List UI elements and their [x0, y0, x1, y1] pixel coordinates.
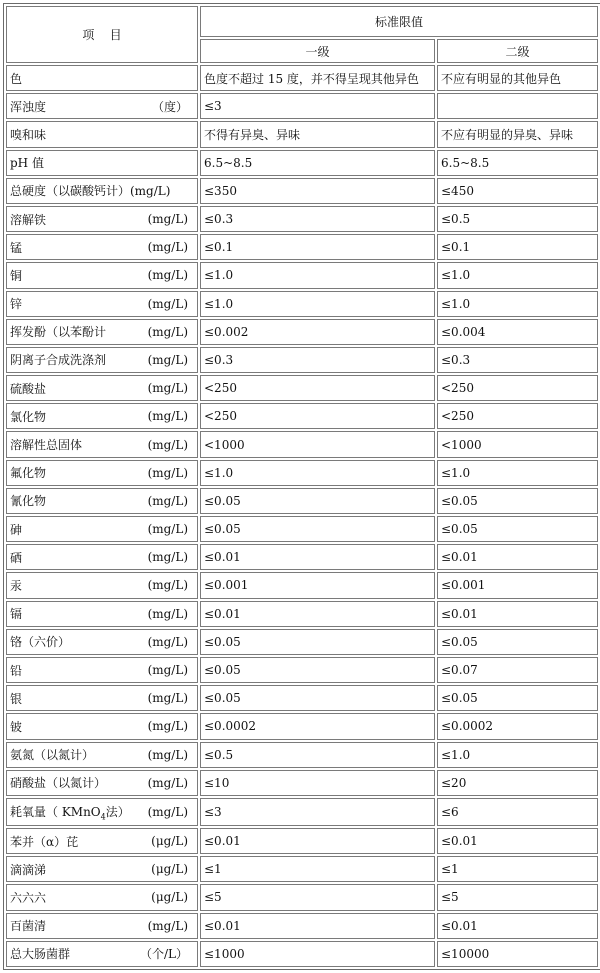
- item-label: [10, 577, 194, 594]
- item-label: [10, 774, 194, 791]
- item-cell: [6, 884, 198, 910]
- item-name: [10, 126, 46, 143]
- grade-2-value: <250: [437, 403, 598, 429]
- grade-2-value: ≤0.001: [437, 572, 598, 598]
- item-name-text: 铬（六价）: [10, 635, 71, 650]
- item-name-text: 铍: [10, 719, 23, 734]
- item-name-text: 镉: [10, 607, 23, 622]
- header-row-1: [6, 6, 598, 37]
- item-unit: (mg/L): [147, 268, 188, 283]
- item-label: [10, 380, 194, 397]
- grade-1-value: ≤0.3: [200, 206, 435, 232]
- item-unit: (mg/L): [147, 663, 188, 678]
- item-label: [10, 917, 194, 934]
- grade-1-value: ≤0.05: [200, 516, 435, 542]
- item-unit: (mg/L): [147, 578, 188, 593]
- item-unit: (mg/L): [147, 634, 188, 649]
- item-name: [10, 605, 22, 622]
- item-unit: (mg/L): [147, 747, 188, 762]
- item-unit: (μg/L): [151, 890, 188, 905]
- grade-2-value: <250: [437, 375, 598, 401]
- table-row: [6, 403, 598, 429]
- item-name: [10, 690, 22, 707]
- item-name: [10, 408, 46, 425]
- grade-2-value: ≤0.01: [437, 544, 598, 570]
- table-row: [6, 150, 598, 176]
- item-name: [10, 662, 22, 679]
- grade-1-value: 不得有异臭、异味: [200, 121, 435, 147]
- item-label: [10, 351, 194, 368]
- item-name: [10, 521, 22, 538]
- item-unit: （个/L）: [139, 947, 188, 962]
- item-label: [10, 889, 194, 906]
- item-name-text: 汞: [10, 578, 23, 593]
- item-name-text: 色: [10, 71, 23, 86]
- grade-1-value: ≤0.001: [200, 572, 435, 598]
- grade-2-value: ≤0.05: [437, 516, 598, 542]
- table-row: [6, 798, 598, 826]
- table-row: [6, 93, 598, 119]
- grade-2-value: ≤5: [437, 884, 598, 910]
- item-name: [10, 861, 46, 878]
- item-name-text: 银: [10, 691, 23, 706]
- grade-1-value: <250: [200, 375, 435, 401]
- item-label: [10, 633, 194, 650]
- item-cell: [6, 516, 198, 542]
- item-cell: [6, 913, 198, 939]
- grade-1-value: ≤0.01: [200, 913, 435, 939]
- grade-1-value: ≤10: [200, 770, 435, 796]
- item-name: [10, 833, 78, 850]
- grade-1-value: ≤0.05: [200, 685, 435, 711]
- grade-2-value: ≤0.07: [437, 657, 598, 683]
- grade-1-value: ≤5: [200, 884, 435, 910]
- table-row: [6, 657, 598, 683]
- item-name-text: 挥发酚（以苯酚计: [10, 325, 107, 340]
- item-name-text: 锰: [10, 240, 23, 255]
- item-cell: [6, 657, 198, 683]
- grade-2-value: <1000: [437, 431, 598, 457]
- grade-1-value: ≤3: [200, 798, 435, 826]
- grade-1-value: ≤0.5: [200, 742, 435, 768]
- table-row: [6, 319, 598, 345]
- item-unit: (mg/L): [147, 804, 188, 819]
- table-row: [6, 685, 598, 711]
- table-row: [6, 629, 598, 655]
- item-cell: [6, 798, 198, 826]
- item-name-text: 溶解铁: [10, 212, 47, 227]
- table-row: [6, 601, 598, 627]
- item-cell: [6, 150, 198, 176]
- grade-1-value: ≤0.002: [200, 319, 435, 345]
- grade-2-value: ≤0.01: [437, 913, 598, 939]
- table-body: [6, 6, 598, 967]
- table-row: [6, 828, 598, 854]
- item-unit: (mg/L): [147, 691, 188, 706]
- item-name-text: 氯化物: [10, 409, 47, 424]
- grade-2-value: ≤0.05: [437, 629, 598, 655]
- item-label: [10, 492, 194, 509]
- grade-1-value: ≤1.0: [200, 262, 435, 288]
- item-label: [10, 945, 194, 962]
- table-row: [6, 941, 598, 967]
- item-name: [10, 351, 106, 368]
- item-name: [10, 239, 22, 256]
- item-cell: [6, 601, 198, 627]
- item-name: [10, 746, 94, 763]
- item-label: [10, 861, 194, 878]
- item-unit: (mg/L): [147, 212, 188, 227]
- table-row: [6, 460, 598, 486]
- grade-2-value: ≤20: [437, 770, 598, 796]
- grade-2-value: ≤0.1: [437, 234, 598, 260]
- item-name-text: 铜: [10, 268, 23, 283]
- item-name-suffix: 法）: [105, 804, 130, 819]
- item-unit: (mg/L): [147, 918, 188, 933]
- grade-1-value: ≤350: [200, 178, 435, 204]
- item-name-text: 滴滴涕: [10, 862, 47, 877]
- grade-1-value: ≤0.05: [200, 488, 435, 514]
- grade-2-value: ≤1.0: [437, 291, 598, 317]
- table-row: [6, 262, 598, 288]
- item-name-text: 硝酸盐（以氮计）: [10, 776, 107, 791]
- grade-2-value: ≤1.0: [437, 460, 598, 486]
- item-label: [10, 746, 194, 763]
- grade-2-value: ≤1.0: [437, 742, 598, 768]
- item-name: [10, 154, 44, 171]
- grade-2-value: 6.5~8.5: [437, 150, 598, 176]
- item-name-text: 氟化物: [10, 466, 47, 481]
- table-row: [6, 713, 598, 739]
- item-label: [10, 323, 194, 340]
- item-cell: [6, 375, 198, 401]
- grade-2-value: ≤1: [437, 856, 598, 882]
- item-name-text: 硒: [10, 550, 23, 565]
- table-row: [6, 913, 598, 939]
- item-cell: [6, 431, 198, 457]
- item-name-text: 溶解性总固体: [10, 438, 83, 453]
- item-name-text: 六六六: [10, 890, 47, 905]
- grade-2-value: ≤0.5: [437, 206, 598, 232]
- item-name: [10, 182, 170, 199]
- item-name: [10, 295, 22, 312]
- grade-1-value: ≤0.05: [200, 657, 435, 683]
- item-label: [10, 718, 194, 735]
- item-unit: (mg/L): [147, 409, 188, 424]
- item-cell: [6, 488, 198, 514]
- item-name: [10, 380, 46, 397]
- table-row: [6, 121, 598, 147]
- item-unit: (mg/L): [147, 324, 188, 339]
- item-cell: [6, 629, 198, 655]
- item-unit: (mg/L): [147, 381, 188, 396]
- item-cell: [6, 93, 198, 119]
- item-name: [10, 945, 70, 962]
- standard-limits-table: [3, 3, 600, 970]
- item-unit: (mg/L): [147, 437, 188, 452]
- item-name: [10, 633, 70, 650]
- grade-1-value: 6.5~8.5: [200, 150, 435, 176]
- grade-1-value: ≤0.3: [200, 347, 435, 373]
- item-name: [10, 577, 22, 594]
- item-name: [10, 549, 22, 566]
- grade-2-value: ≤0.01: [437, 828, 598, 854]
- item-label: [10, 154, 194, 171]
- item-unit: (mg/L): [147, 606, 188, 621]
- item-name: [10, 889, 46, 906]
- item-cell: [6, 713, 198, 739]
- grade-2-header: 二级: [437, 39, 598, 63]
- grade-2-value: ≤450: [437, 178, 598, 204]
- item-label: [10, 605, 194, 622]
- grade-2-value: ≤0.3: [437, 347, 598, 373]
- item-cell: [6, 460, 198, 486]
- table-row: [6, 516, 598, 542]
- item-label: [10, 521, 194, 538]
- item-name-text: 铅: [10, 663, 23, 678]
- table-row: [6, 488, 598, 514]
- grade-1-value: ≤0.01: [200, 828, 435, 854]
- table-row: [6, 742, 598, 768]
- item-cell: [6, 544, 198, 570]
- item-cell: [6, 121, 198, 147]
- item-label: [10, 408, 194, 425]
- item-unit: （度）: [151, 99, 188, 114]
- grade-2-value: ≤1.0: [437, 262, 598, 288]
- item-unit: (μg/L): [151, 862, 188, 877]
- grade-2-value: ≤0.05: [437, 685, 598, 711]
- table-row: [6, 572, 598, 598]
- grade-1-value: ≤1000: [200, 941, 435, 967]
- grade-2-value: ≤0.004: [437, 319, 598, 345]
- item-name-text: 总大肠菌群: [10, 947, 71, 962]
- table-row: [6, 347, 598, 373]
- standard-limit-header: 标准限值: [200, 6, 598, 37]
- item-unit: (mg/L): [147, 522, 188, 537]
- item-unit: (mg/L): [147, 296, 188, 311]
- table-row: [6, 291, 598, 317]
- item-label: [10, 70, 194, 87]
- item-label: [10, 803, 194, 821]
- item-cell: [6, 941, 198, 967]
- item-cell: [6, 65, 198, 91]
- item-cell: [6, 770, 198, 796]
- item-label: [10, 295, 194, 312]
- table-row: [6, 884, 598, 910]
- grade-1-value: ≤3: [200, 93, 435, 119]
- item-label: [10, 662, 194, 679]
- grade-1-value: <1000: [200, 431, 435, 457]
- grade-2-value: ≤0.0002: [437, 713, 598, 739]
- item-label: [10, 464, 194, 481]
- grade-1-value: ≤0.0002: [200, 713, 435, 739]
- item-label: [10, 549, 194, 566]
- item-name: [10, 774, 106, 791]
- item-cell: [6, 234, 198, 260]
- item-name-subscript: 4: [100, 812, 106, 822]
- item-label: [10, 690, 194, 707]
- grade-2-value: ≤0.05: [437, 488, 598, 514]
- grade-1-value: ≤0.01: [200, 601, 435, 627]
- item-name-text: 阴离子合成洗涤剂: [10, 353, 107, 368]
- item-name-text: 总硬度（以碳酸钙计）(mg/L): [10, 184, 171, 199]
- table-row: [6, 856, 598, 882]
- table-row: [6, 770, 598, 796]
- item-name: [10, 70, 22, 87]
- item-name: [10, 267, 22, 284]
- grade-1-value: ≤0.1: [200, 234, 435, 260]
- table-row: [6, 65, 598, 91]
- table-row: [6, 375, 598, 401]
- item-cell: [6, 856, 198, 882]
- item-name: [10, 211, 46, 228]
- item-cell: [6, 347, 198, 373]
- item-name-text: 苯并（α）芘: [10, 834, 79, 849]
- grade-1-value: ≤0.01: [200, 544, 435, 570]
- item-unit: (mg/L): [147, 352, 188, 367]
- item-label: [10, 211, 194, 228]
- item-name-text: 耗氧量（ KMnO: [10, 804, 101, 819]
- item-unit: (μg/L): [151, 834, 188, 849]
- item-cell: [6, 742, 198, 768]
- grade-1-value: <250: [200, 403, 435, 429]
- item-cell: [6, 178, 198, 204]
- item-header: 项 目: [6, 6, 198, 63]
- item-cell: [6, 572, 198, 598]
- item-name-text: 硫酸盐: [10, 381, 47, 396]
- item-name-text: 氨氮（以氮计）: [10, 748, 95, 763]
- item-label: [10, 182, 194, 199]
- item-name: [10, 492, 46, 509]
- grade-2-value: ≤0.01: [437, 601, 598, 627]
- table-row: [6, 234, 598, 260]
- item-label: [10, 436, 194, 453]
- table-row: [6, 206, 598, 232]
- item-cell: [6, 206, 198, 232]
- item-label: [10, 98, 194, 115]
- item-name-text: 砷: [10, 522, 23, 537]
- item-cell: [6, 403, 198, 429]
- item-name: [10, 436, 82, 453]
- item-name-text: 锌: [10, 297, 23, 312]
- item-cell: [6, 262, 198, 288]
- grade-1-header: 一级: [200, 39, 435, 63]
- item-label: [10, 267, 194, 284]
- item-unit: (mg/L): [147, 719, 188, 734]
- item-name-text: 百菌清: [10, 919, 47, 934]
- grade-2-value: ≤10000: [437, 941, 598, 967]
- item-unit: (mg/L): [147, 465, 188, 480]
- item-name: [10, 917, 46, 934]
- item-name: [10, 323, 106, 340]
- item-name: [10, 718, 22, 735]
- table-row: [6, 431, 598, 457]
- grade-2-value: ≤6: [437, 798, 598, 826]
- item-label: [10, 833, 194, 850]
- grade-2-value: 不应有明显的其他异色: [437, 65, 598, 91]
- item-name: [10, 464, 46, 481]
- item-cell: [6, 685, 198, 711]
- item-name: [10, 803, 130, 821]
- item-name-text: pH 值: [10, 156, 44, 171]
- item-unit: (mg/L): [147, 550, 188, 565]
- item-unit: (mg/L): [147, 775, 188, 790]
- item-cell: [6, 291, 198, 317]
- item-cell: [6, 319, 198, 345]
- item-label: [10, 239, 194, 256]
- item-label: [10, 126, 194, 143]
- item-name-text: 浑浊度: [10, 99, 47, 114]
- grade-1-value: ≤0.05: [200, 629, 435, 655]
- item-name-text: 嗅和味: [10, 127, 47, 142]
- item-name-text: 氰化物: [10, 494, 47, 509]
- item-unit: (mg/L): [147, 493, 188, 508]
- grade-1-value: ≤1: [200, 856, 435, 882]
- item-cell: [6, 828, 198, 854]
- grade-1-value: 色度不超过 15 度，并不得呈现其他异色: [200, 65, 435, 91]
- grade-2-value: [437, 93, 598, 119]
- grade-1-value: ≤1.0: [200, 291, 435, 317]
- grade-2-value: 不应有明显的异臭、异味: [437, 121, 598, 147]
- item-name: [10, 98, 46, 115]
- grade-1-value: ≤1.0: [200, 460, 435, 486]
- table-row: [6, 178, 598, 204]
- table-row: [6, 544, 598, 570]
- item-unit: (mg/L): [147, 240, 188, 255]
